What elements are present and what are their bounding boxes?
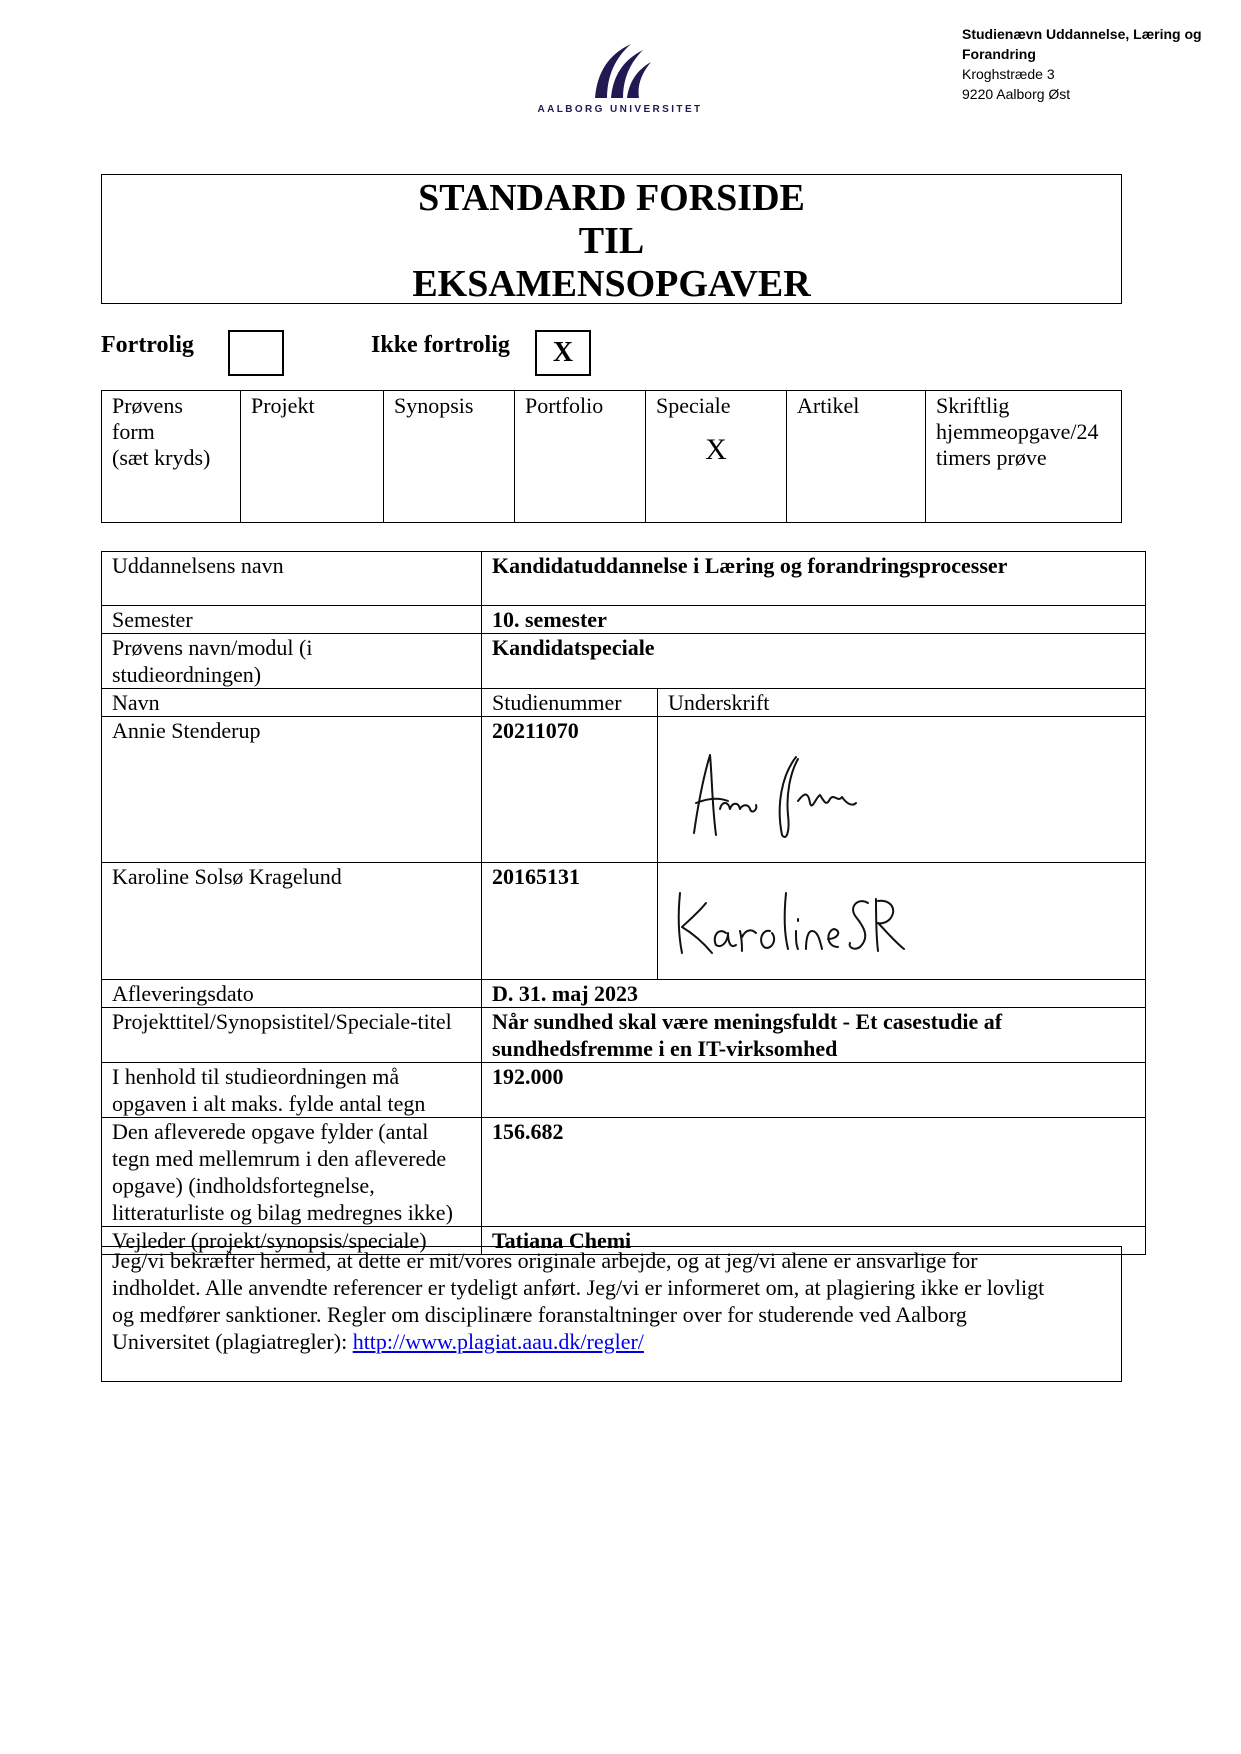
option-label: Synopsis [394,393,474,418]
table-row [102,717,1146,863]
max-chars-label-line-2: opgaven i alt maks. fylde antal tegn [112,1091,426,1116]
address-line-3: Kroghstræde 3 [962,66,1055,82]
table-row [102,1063,1146,1118]
education-label: Uddannelsens navn [102,552,482,606]
declaration-line-4-prefix: Universitet (plagiatregler): [112,1329,353,1354]
declaration-box [101,1246,1122,1382]
submission-value: D. 31. maj 2023 [482,980,1146,1008]
table-row [102,552,1146,606]
table-row [102,980,1146,1008]
exam-form-row [102,391,1122,523]
selected-mark: X [705,433,727,466]
table-row [102,1008,1146,1063]
max-chars-label-line-1: I henhold til studieordningen må [112,1064,400,1089]
exam-form-label-line-3: (sæt kryds) [112,445,211,470]
actual-chars-value: 156.682 [482,1118,1146,1227]
exam-name-label-line-2: studieordningen) [112,662,262,687]
signature-image-annie [686,745,866,845]
declaration-line-1: Jeg/vi bekræfter hermed, at dette er mit/vores originale arbejde, og at jeg/vi alene er ansvarlige for [112,1248,978,1273]
actual-chars-label [102,1118,482,1227]
option-label: Artikel [797,393,860,418]
written-line-1: Skriftlig [936,393,1010,418]
table-row [102,606,1146,634]
confidential-label: Fortrolig [101,332,194,358]
exam-form-option-speciale[interactable] [646,391,787,523]
table-row [102,863,1146,980]
table-row [102,689,1146,717]
exam-name-label [102,634,482,689]
student-number-header: Studienummer [482,689,658,717]
university-name: AALBORG UNIVERSITET [537,104,703,115]
declaration-line-4 [112,1328,1111,1355]
title-line-3: EKSAMENSOPGAVER [412,263,811,305]
exam-form-label-line-2: form [112,419,155,444]
signature-header: Underskrift [658,689,1146,717]
declaration-line-2: indholdet. Alle anvendte referencer er tydeligt anført. Jeg/vi er informeret om, at plagiering ikke er lovligt [112,1275,1045,1300]
project-title-label: Projekttitel/Synopsistitel/Speciale-titel [102,1008,482,1063]
actual-chars-label-line-3: opgave) (indholdsfortegnelse, [112,1173,375,1198]
plagiarism-rules-link[interactable]: http://www.plagiat.aau.dk/regler/ [352,1329,644,1354]
supervisor-value: Tatiana Chemi [482,1227,1146,1255]
title-line-1: STANDARD FORSIDE [418,177,805,219]
actual-chars-label-line-2: tegn med mellemrum i den afleverede [112,1146,447,1171]
actual-chars-label-line-1: Den afleverede opgave fylder (antal [112,1119,429,1144]
exam-form-option-portfolio[interactable] [515,391,646,523]
student-number: 20211070 [482,717,658,863]
faculty-address [962,24,1232,104]
signature-cell[interactable] [658,863,1146,980]
title-line-2: TIL [578,220,645,262]
student-name: Annie Stenderup [102,717,482,863]
semester-value: 10. semester [482,606,1146,634]
exam-form-option-synopsis[interactable] [384,391,515,523]
supervisor-label: Vejleder (projekt/synopsis/speciale) [102,1227,482,1255]
exam-form-table [101,390,1122,523]
submission-label: Afleveringsdato [102,980,482,1008]
address-line-4: 9220 Aalborg Øst [962,86,1071,102]
university-logo [520,42,720,115]
table-row [102,634,1146,689]
title-box [101,174,1122,304]
aau-logo-icon [585,42,655,100]
exam-name-value: Kandidatspeciale [482,634,1146,689]
written-line-2: hjemmeopgave/24 [936,419,1099,444]
not-confidential-checkbox[interactable]: X [535,330,591,376]
written-line-3: timers prøve [936,445,1047,470]
name-header: Navn [102,689,482,717]
exam-form-option-skriftlig[interactable] [926,391,1122,523]
exam-form-option-projekt[interactable] [241,391,384,523]
education-value: Kandidatuddannelse i Læring og forandringsprocesser [482,552,1146,606]
student-number: 20165131 [482,863,658,980]
address-line-1: Studienævn Uddannelse, Læring og [962,26,1202,42]
signature-cell[interactable] [658,717,1146,863]
option-label: Portfolio [525,393,604,418]
signature-image-karoline [672,883,912,963]
max-chars-value: 192.000 [482,1063,1146,1118]
project-title-line-2: sundhedsfremme i en IT-virksomhed [492,1036,838,1061]
exam-form-label-line-1: Prøvens [112,393,183,418]
declaration-line-3: og medfører sanktioner. Regler om disciplinære foranstaltninger over for studerende ved Aalborg [112,1302,967,1327]
option-label: Speciale [656,393,731,418]
address-line-2: Forandring [962,46,1036,62]
student-name: Karoline Solsø Kragelund [102,863,482,980]
semester-label: Semester [102,606,482,634]
confidential-checkbox[interactable] [228,330,284,376]
not-confidential-label: Ikke fortrolig [371,332,510,358]
details-table [101,551,1146,1255]
max-chars-label [102,1063,482,1118]
project-title-value [482,1008,1146,1063]
exam-form-option-artikel[interactable] [787,391,926,523]
option-label: Projekt [251,393,315,418]
project-title-line-1: Når sundhed skal være meningsfuldt - Et casestudie af [492,1009,1003,1034]
exam-form-label-cell [102,391,241,523]
table-row [102,1118,1146,1227]
exam-name-label-line-1: Prøvens navn/modul (i [112,635,313,660]
actual-chars-label-line-4: litteraturliste og bilag medregnes ikke) [112,1200,453,1225]
